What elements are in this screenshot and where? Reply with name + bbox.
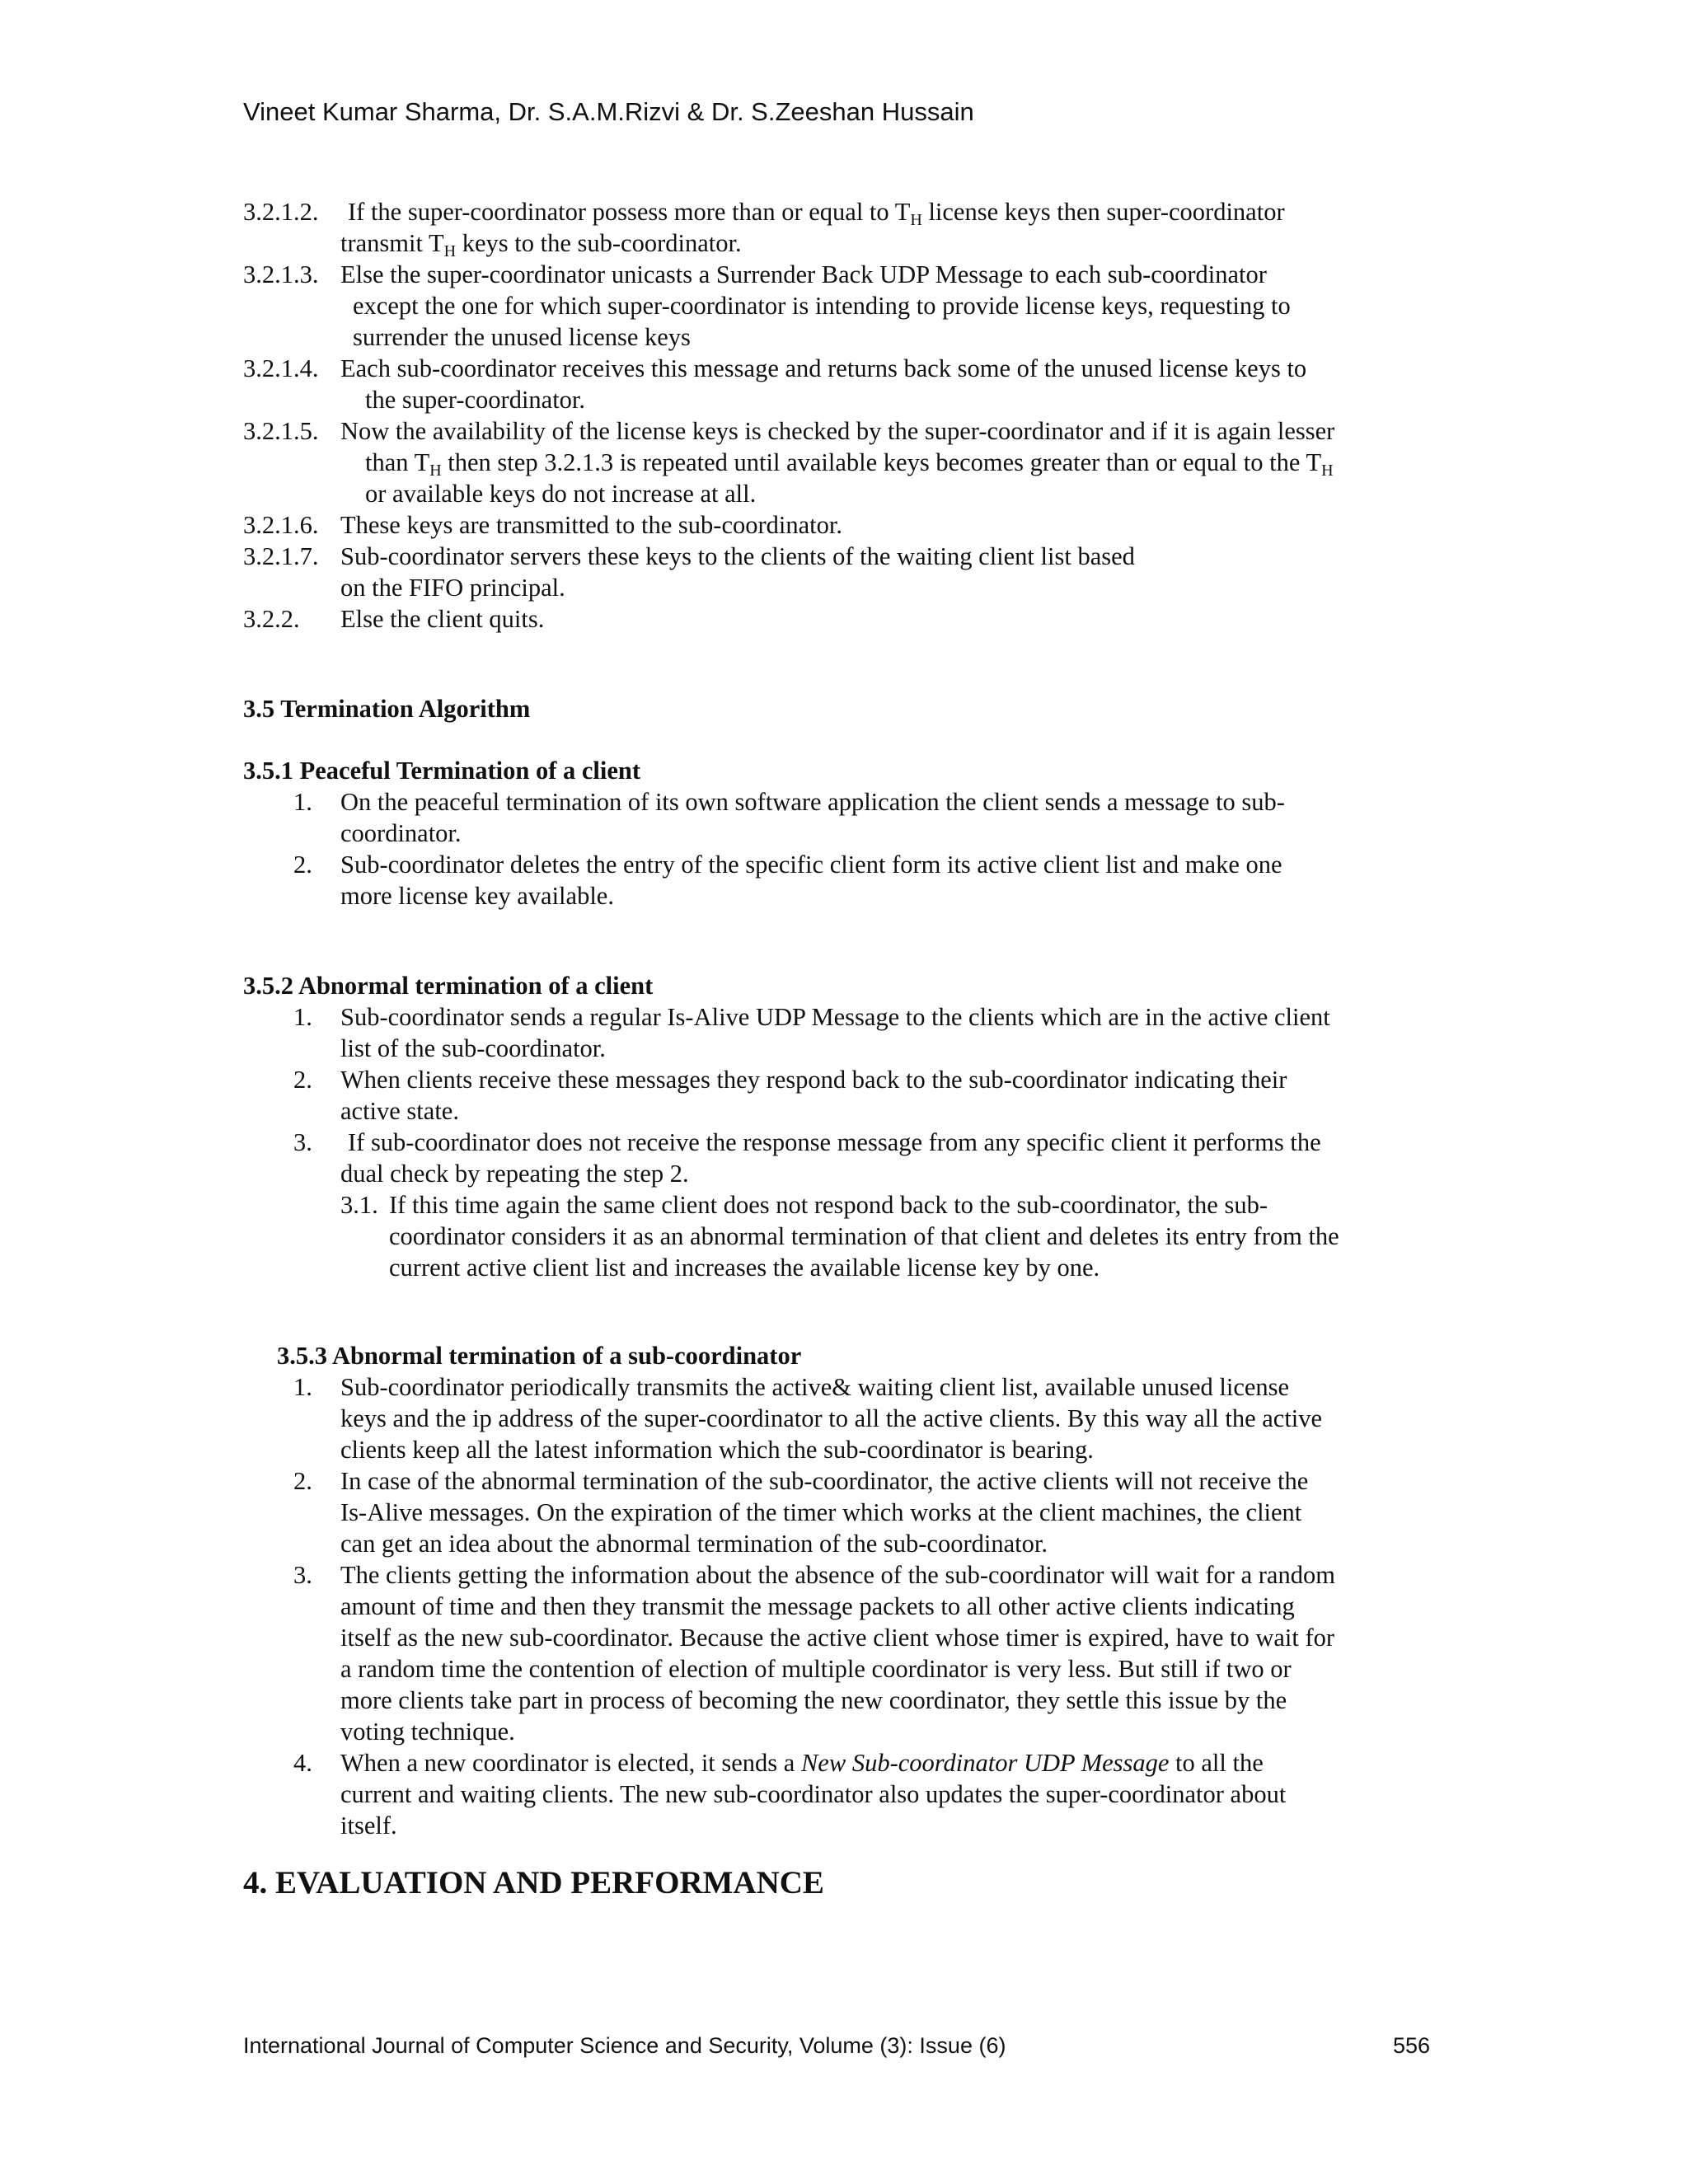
list-item-continuation: dual check by repeating the step 2. (340, 1160, 689, 1188)
list-item: 2. In case of the abnormal termination of the sub-coordinator, the active clients will not receive the (293, 1467, 1309, 1495)
step-text: the super-coordinator. (365, 386, 586, 414)
list-number: 3. (293, 1561, 312, 1589)
step-3215-line1 (243, 415, 1447, 447)
step-number: 3.2.1.5. (243, 417, 319, 445)
list-number: 2. (293, 851, 312, 879)
list-item: 1. Sub-coordinator periodically transmits the active& waiting client list, available unused license (293, 1373, 1290, 1401)
step-text: If the super-coordinator possess more than or equal to $T_H$ license keys then super-coordinator (348, 198, 1285, 229)
step-3214-line1 (243, 353, 1447, 384)
step-number: 3.2.1.3. (243, 260, 319, 288)
step-3215-line2 (243, 447, 1447, 478)
list-item: 2. Sub-coordinator deletes the entry of the specific client form its active client list and make one (293, 851, 1282, 879)
list-number: 1. (293, 1373, 312, 1401)
algorithm-steps (243, 196, 1447, 635)
list-item: 3. If sub-coordinator does not receive the response message from any specific client it performs the (293, 1128, 1321, 1156)
list-item-continuation: Is-Alive messages. On the expiration of the timer which works at the client machines, the client (340, 1498, 1302, 1526)
list-item-continuation: more license key available. (340, 882, 614, 910)
step-3217-line2 (243, 572, 1447, 603)
step-text: Each sub-coordinator receives this message and returns back some of the unused license keys to (340, 354, 1307, 382)
step-3212-line1 (243, 196, 1447, 227)
step-number: 3.2.2. (243, 605, 300, 633)
step-text: except the one for which super-coordinator is intending to provide license keys, requesting to (353, 292, 1291, 320)
list-item-continuation: can get an idea about the abnormal termination of the sub-coordinator. (340, 1530, 1048, 1558)
list-item-continuation: itself as the new sub-coordinator. Because the active client whose timer is expired, have to wait for (340, 1624, 1335, 1652)
step-number: 3.2.1.2. (243, 198, 319, 226)
section-3-5-2 (243, 970, 1447, 1283)
list-item: 4. When a new coordinator is elected, it sends a New Sub-coordinator UDP Message to all the (293, 1749, 1264, 1777)
list-number: 3.1. (340, 1191, 378, 1219)
step-text: on the FIFO principal. (340, 574, 565, 602)
step-322-line1 (243, 603, 1447, 635)
step-3214-line2 (243, 384, 1447, 415)
section-heading-4: 4. EVALUATION AND PERFORMANCE (243, 1865, 824, 1900)
subsection-heading: 3.5.1 Peaceful Termination of a client (243, 757, 641, 785)
subsection-heading: 3.5.2 Abnormal termination of a client (243, 972, 654, 1000)
list-number: 3. (293, 1128, 312, 1156)
list-item-continuation: current and waiting clients. The new sub-coordinator also updates the super-coordinator about (340, 1780, 1287, 1808)
step-text: transmit $T_H$ keys to the sub-coordinator. (340, 229, 742, 260)
subsection-heading: 3.5.3 Abnormal termination of a sub-coordinator (277, 1342, 802, 1370)
step-text: These keys are transmitted to the sub-coordinator. (340, 511, 842, 539)
list-item: 2. When clients receive these messages they respond back to the sub-coordinator indicating their (293, 1066, 1287, 1094)
step-text: Now the availability of the license keys is checked by the super-coordinator and if it is again lesser (340, 417, 1335, 445)
step-3216-line1 (243, 509, 1447, 541)
step-number: 3.2.1.7. (243, 542, 319, 570)
running-footer (243, 2033, 1430, 2059)
running-header: Vineet Kumar Sharma, Dr. S.A.M.Rizvi & Dr. S.Zeeshan Hussain (243, 97, 974, 126)
step-text: than $T_H$ then step 3.2.1.3 is repeated until available keys becomes greater than or equal to the $T_H$ (365, 448, 1334, 480)
list-item-continuation: itself. (340, 1811, 397, 1840)
step-3217-line1 (243, 541, 1447, 572)
list-item-continuation: a random time the contention of election of multiple coordinator is very less. But still if two or (340, 1655, 1292, 1683)
list-item-continuation: active state. (340, 1097, 459, 1125)
step-number: 3.2.1.6. (243, 511, 319, 539)
list-number: 2. (293, 1467, 312, 1495)
list-item-continuation: coordinator. (340, 819, 462, 847)
step-3213-line1 (243, 259, 1447, 290)
page-number: 556 (1392, 2033, 1430, 2058)
list-item-continuation: list of the sub-coordinator. (340, 1034, 606, 1062)
section-3-5-1 (243, 755, 1447, 912)
step-3213-line2 (243, 290, 1447, 321)
list-number: 4. (293, 1749, 312, 1777)
list-item-continuation: more clients take part in process of becoming the new coordinator, they settle this issue by the (340, 1686, 1287, 1714)
section-3-5-3 (243, 1340, 1447, 1841)
list-item: 1. Sub-coordinator sends a regular Is-Alive UDP Message to the clients which are in the active client (293, 1003, 1330, 1031)
step-text: surrender the unused license keys (353, 323, 691, 351)
list-number: 2. (293, 1066, 312, 1094)
list-item-continuation: amount of time and then they transmit the message packets to all other active clients indicating (340, 1592, 1295, 1620)
step-text: or available keys do not increase at all. (365, 480, 757, 508)
step-number: 3.2.1.4. (243, 354, 319, 382)
step-3215-line3 (243, 478, 1447, 509)
sub-list-item-continuation: coordinator considers it as an abnormal termination of that client and deletes its entry from the (389, 1222, 1339, 1250)
step-3213-line3 (243, 321, 1447, 353)
list-item-continuation: keys and the ip address of the super-coordinator to all the active clients. By this way all the active (340, 1404, 1323, 1432)
message-name-emphasis: New Sub-coordinator UDP Message (800, 1749, 1170, 1777)
list-item: 1. On the peaceful termination of its own software application the client sends a message to sub- (293, 788, 1285, 816)
sub-list-item-continuation: current active client list and increases the available license key by one. (389, 1254, 1100, 1282)
step-text: Else the super-coordinator unicasts a Surrender Back UDP Message to each sub-coordinator (340, 260, 1267, 288)
section-heading-3-5: 3.5 Termination Algorithm (243, 695, 531, 723)
step-3212-line2 (243, 227, 1447, 259)
sub-list-item: 3.1. If this time again the same client does not respond back to the sub-coordinator, the sub- (340, 1191, 1268, 1219)
list-number: 1. (293, 788, 312, 816)
list-item-continuation: clients keep all the latest information which the sub-coordinator is bearing. (340, 1436, 1094, 1464)
list-number: 1. (293, 1003, 312, 1031)
journal-citation: International Journal of Computer Science and Security, Volume (3): Issue (6) (243, 2033, 1006, 2058)
list-item-continuation: voting technique. (340, 1718, 515, 1746)
step-text: Else the client quits. (340, 605, 545, 633)
step-text: Sub-coordinator servers these keys to the clients of the waiting client list based (340, 542, 1135, 570)
list-item: 3. The clients getting the information about the absence of the sub-coordinator will wait for a random (293, 1561, 1335, 1589)
